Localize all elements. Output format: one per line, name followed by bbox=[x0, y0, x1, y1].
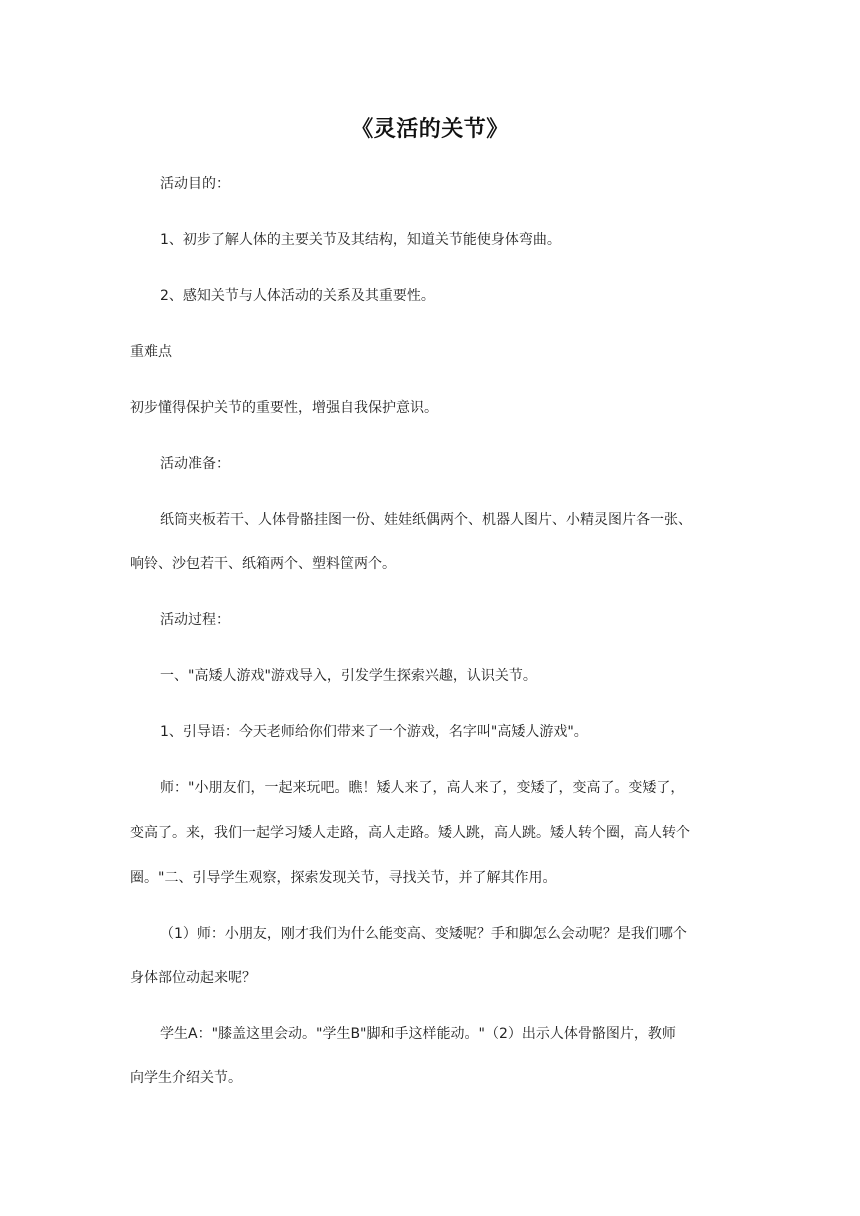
paragraph-line: （1）师：小朋友，刚才我们为什么能变高、变矮呢？手和脚怎么会动呢？是我们哪个 bbox=[160, 926, 687, 942]
section-heading-key-points: 重难点 bbox=[130, 344, 172, 360]
paragraph-line: 响铃、沙包若干、纸箱两个、塑料筐两个。 bbox=[130, 556, 396, 572]
paragraph-line: 1、引导语：今天老师给你们带来了一个游戏，名字叫"高矮人游戏"。 bbox=[160, 724, 588, 740]
section-heading-preparation: 活动准备： bbox=[160, 456, 230, 472]
paragraph-line: 身体部位动起来呢？ bbox=[130, 970, 256, 986]
section-heading-objectives: 活动目的： bbox=[160, 176, 230, 192]
paragraph-line: 圈。"二、引导学生观察，探索发现关节，寻找关节，并了解其作用。 bbox=[130, 870, 557, 886]
paragraph-line: 师："小朋友们，一起来玩吧。瞧！矮人来了，高人来了，变矮了，变高了。变矮了， bbox=[160, 780, 685, 796]
paragraph-line: 变高了。来，我们一起学习矮人走路，高人走路。矮人跳，高人跳。矮人转个圈，高人转个 bbox=[130, 825, 690, 841]
section-heading-process: 活动过程： bbox=[160, 612, 230, 628]
paragraph-line: 向学生介绍关节。 bbox=[130, 1070, 242, 1086]
paragraph-line: 一、"高矮人游戏"游戏导入，引发学生探索兴趣，认识关节。 bbox=[160, 668, 537, 684]
paragraph-line: 初步懂得保护关节的重要性，增强自我保护意识。 bbox=[130, 400, 438, 416]
paragraph-line: 学生A："膝盖这里会动。"学生B"脚和手这样能动。"（2）出示人体骨骼图片，教师 bbox=[160, 1026, 676, 1042]
document-title: 《灵活的关节》 bbox=[351, 117, 509, 142]
paragraph-line: 1、初步了解人体的主要关节及其结构，知道关节能使身体弯曲。 bbox=[160, 232, 561, 248]
paragraph-line: 2、感知关节与人体活动的关系及其重要性。 bbox=[160, 288, 435, 304]
paragraph-line: 纸筒夹板若干、人体骨骼挂图一份、娃娃纸偶两个、机器人图片、小精灵图片各一张、 bbox=[160, 512, 692, 528]
